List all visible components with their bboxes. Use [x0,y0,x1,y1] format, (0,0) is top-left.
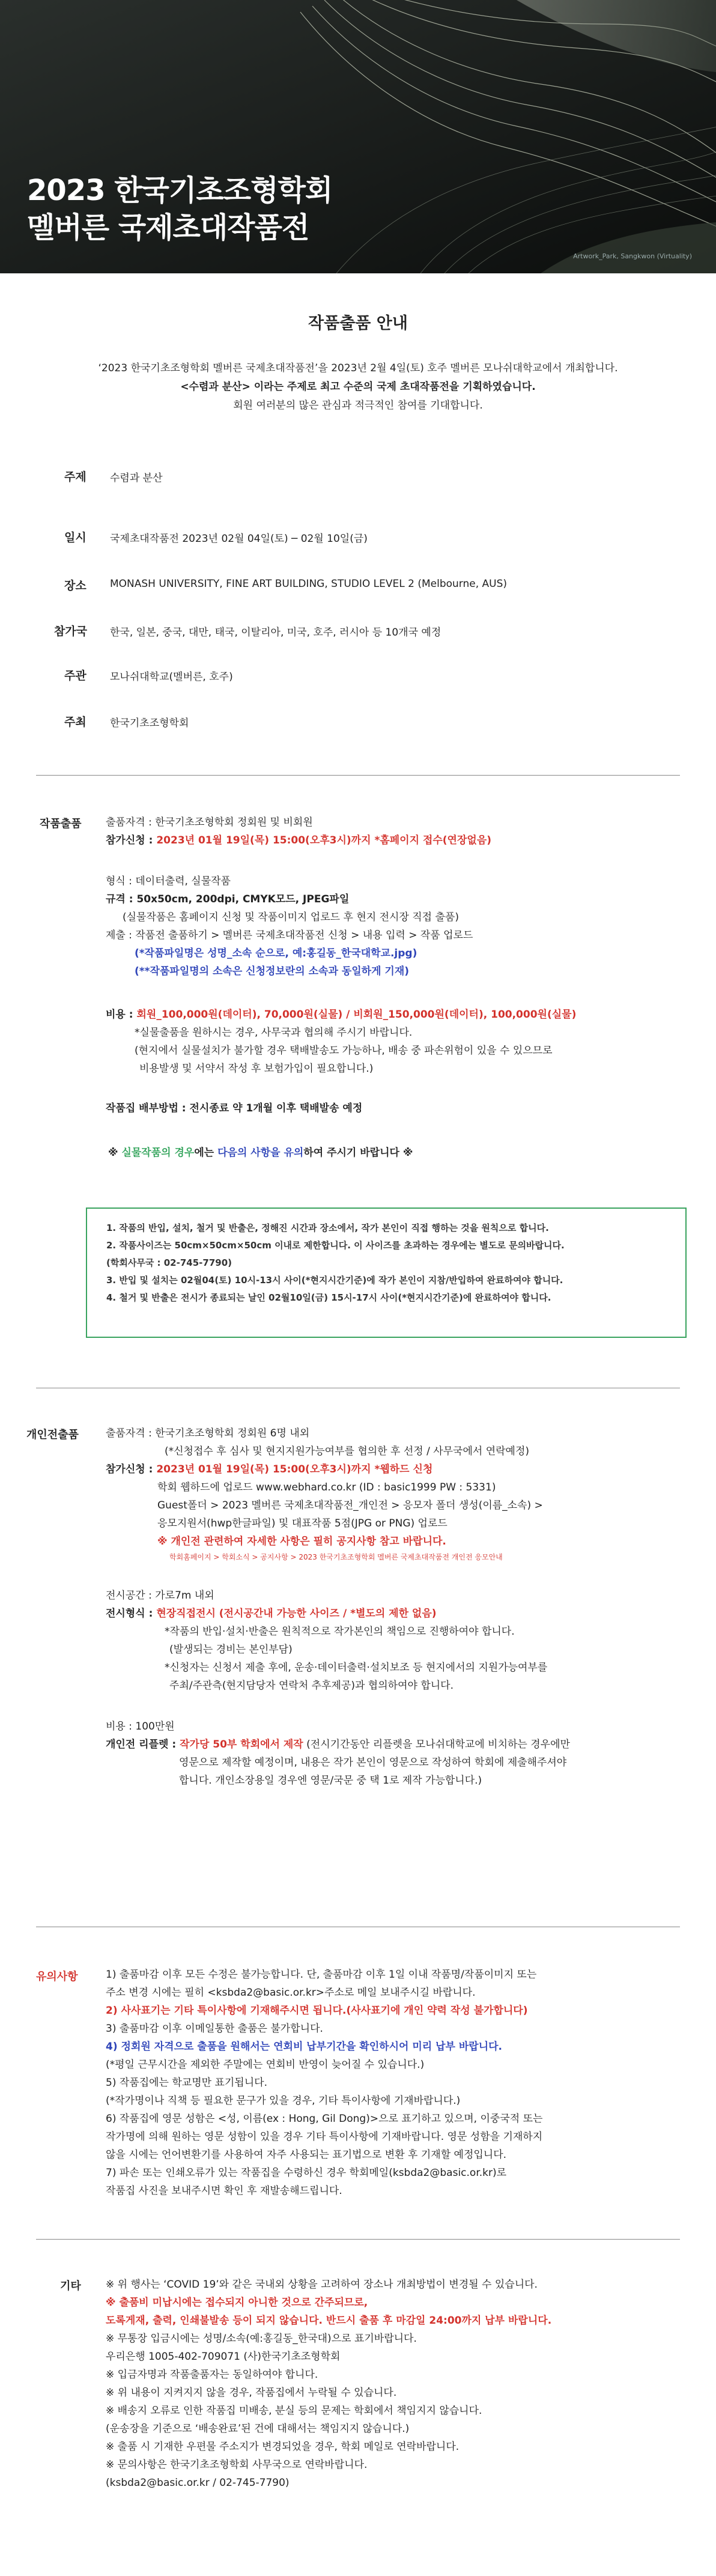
section-title: 작품출품 안내 [308,314,408,333]
method-note: 주최/주관측(현지담당자 연락처 추후제공)과 협의하여야 합니다. [169,1680,454,1692]
method-note: (발생되는 경비는 본인부담) [169,1644,293,1656]
etc-list [106,2276,551,2492]
info-value-host: 한국기초조형학회 [110,717,189,729]
artwork-credit: Artwork_Park, Sangkwon (Virtuality) [573,252,692,260]
etc-item: ※ 출품비 미납시에는 접수되지 아니한 것으로 간주되므로, [106,2297,368,2309]
size-note: (실물작품은 홈페이지 신청 및 작품이미지 업로드 후 현지 전시장 직접 출품) [123,911,459,923]
notice-item: 4. 철거 및 반출은 전시가 종료되는 날인 02월10일(금) 15시-17시 사이(*현지시간기준)에 완료하여야 합니다. [106,1292,551,1303]
caution-item: 않을 시에는 언어변환기를 사용하여 자주 사용되는 표기법으로 변환 후 기재할 예정입니다. [106,2149,507,2161]
intro-line: ‘2023 한국기초조형학회 멜버른 국제초대작품전’을 2023년 2월 4일(토) 호주 멜버른 모나쉬대학교에서 개최합니다. [98,362,618,374]
etc-item: (ksbda2@basic.or.kr / 02-745-7790) [106,2477,290,2489]
fee-note: (현지에서 실물설치가 불가할 경우 택배발송도 가능하나, 배송 중 파손위험이 있을 수 있으므로 [135,1045,553,1057]
notice-item: (학회사무국 : 02-745-7790) [106,1257,232,1268]
fee-note: 비용발생 및 서약서 작성 후 보험가입이 필요합니다.) [139,1063,374,1075]
etc-item: ※ 무통장 입금시에는 성명/소속(예:홍길동_한국대)으로 표기바랍니다. [106,2333,417,2345]
caution-item: 6) 작품집에 영문 성함은 <성, 이름(ex : Hong, Gil Dong)>으로 표기하고 있으며, 이중국적 또는 [106,2113,543,2125]
etc-item: ※ 배송지 오류로 인한 작품집 미배송, 분실 등의 문제는 학회에서 책임지지 않습니다. [106,2405,482,2417]
caution-item: 3) 출품마감 이후 이메일통한 출품은 불가합니다. [106,2023,323,2035]
fee-note: *실물출품을 원하시는 경우, 사무국과 협의해 주시기 바랍니다. [135,1027,413,1039]
format-text: 형식 : 데이터출력, 실물작품 [106,875,231,887]
caution-item: 작가명에 의해 원하는 영문 성함이 있을 경우 기타 특이사항에 기재바랍니다. 영문 성함을 기재하지 [106,2131,543,2143]
etc-item: 우리은행 1005-402-709071 (사)한국기초조형학회 [106,2351,341,2363]
caution-item: (*작가명이나 직책 등 필요한 문구가 있을 경우, 기타 특이사항에 기재바랍니다.) [106,2095,461,2107]
leaflet-text: (전시기간동안 리플렛을 모나쉬대학교에 비치하는 경우에만 [303,1739,570,1751]
leaflet-text: 영문으로 제작할 예정이며, 내용은 작가 본인이 영문으로 작성하여 학회에 제출해주셔야 [179,1757,567,1769]
space-text: 전시공간 : 가로7m 내외 [106,1590,214,1602]
solo-deadline-label: 참가신청 : [106,1463,157,1475]
cautions-list [106,1966,542,2200]
etc-item: ※ 위 내용이 지켜지지 않을 경우, 작품집에서 누락될 수 있습니다. [106,2387,397,2399]
notice-box [86,1208,687,1338]
deadline-label: 참가신청 : [106,834,157,846]
hero-title-line1: 2023 한국기초조형학회 [27,174,333,207]
notice-item: 2. 작품사이즈는 50cm×50cm×50cm 이내로 제한합니다. 이 사이즈를 초과하는 경우에는 별도로 문의바랍니다. [106,1240,565,1251]
info-label-theme: 주제 [64,470,86,484]
hero-title [27,172,332,246]
solo-label: 개인전출품 [26,1429,79,1441]
leaflet-label: 개인전 리플렛 : [106,1739,180,1751]
cautions-label: 유의사항 [36,1970,78,1983]
caution-item: 주소 변경 시에는 필히 <ksbda2@basic.or.kr>주소로 메일 보내주시길 바랍니다. [106,1987,476,1999]
caution-item: 2) 사사표기는 기타 특이사항에 기재해주시면 됩니다.(사사표기에 개인 약력 작성 불가합니다) [106,2005,528,2017]
fee-value: 회원_100,000원(데이터), 70,000원(실물) / 비회원_150,000원(데이터), 100,000원(실물) [136,1009,577,1021]
method-label: 전시형식 : [106,1608,157,1620]
info-label-date: 일시 [64,531,86,544]
notice-item: 1. 작품의 반입, 설치, 철거 및 반출은, 정해진 시간과 장소에서, 작가 본인이 직접 행하는 것을 원칙으로 합니다. [106,1223,549,1233]
notice-path: 학회홈페이지 > 학회소식 > 공지사항 > 2023 한국기초조형학회 멜버른 국제초대작품전 개인전 응모안내 [169,1553,503,1561]
notice-reference: ※ 개인전 관련하여 자세한 사항은 필히 공지사항 참고 바랍니다. [157,1536,446,1548]
solo-deadline-value: 2023년 01월 19일(목) 15:00(오후3시)까지 *웹하드 신청 [156,1463,433,1475]
divider [36,775,680,776]
caution-item: 작품집 사진을 보내주시면 확인 후 재발송해드립니다. [106,2185,342,2197]
member-note: (**작품파일명의 소속은 신청정보란의 소속과 동일하게 기재) [135,965,410,977]
info-value-theme: 수렴과 분산 [110,472,163,484]
shipping-text: 작품집 배부방법 : 전시종료 약 1개월 이후 택배발송 예정 [106,1102,363,1114]
method-value: 현장직접전시 (전시공간내 가능한 사이즈 / *별도의 제한 없음) [156,1608,437,1620]
notice-item: 3. 반입 및 설치는 02월04(토) 10시-13시 사이(*현지시간기준)에 작가 본인이 지참/반입하여 완료하여야 합니다. [106,1275,563,1286]
filename-note: (*작품파일명은 성명_소속 순으로, 예:홍길동_한국대학교.jpg) [135,947,417,959]
info-label-host: 주최 [64,715,86,729]
info-value-organizer: 모나쉬대학교(멜버른, 호주) [110,671,233,683]
etc-item: ※ 출품 시 기재한 우편물 주소지가 변경되었을 경우, 학회 메일로 연락바랍니다. [106,2441,460,2453]
webhard-text: 학회 웹하드에 업로드 www.webhard.co.kr (ID : basic1999 PW : 5331) [157,1481,496,1493]
hero-banner [0,0,716,273]
upload-text: 제출 : 작품전 출품하기 > 멜버른 국제초대작품전 신청 > 내용 입력 > 작품 업로드 [106,929,473,941]
etc-item: 도록게재, 출력, 인쇄불발송 등이 되지 않습니다. 반드시 출품 후 마감일 24:00까지 납부 바랍니다. [106,2315,552,2327]
caution-item: 5) 작품집에는 학교명만 표기됩니다. [106,2077,267,2089]
hero-title-line2: 멜버른 국제초대작품전 [27,211,309,245]
info-label-organizer: 주관 [64,669,86,682]
caution-item: 7) 파손 또는 인쇄오류가 있는 작품집을 수령하신 경우 학회메일(ksbda2@basic.or.kr)로 [106,2167,507,2179]
intro-line: <수렴과 분산> 이라는 주제로 최고 수준의 국제 초대작품전을 기획하였습니다. [180,381,536,393]
leaflet-text: 합니다. 개인소장용일 경우엔 영문/국문 중 택 1로 제작 가능합니다.) [179,1775,482,1787]
etc-label: 기타 [60,2280,81,2292]
caution-item: 4) 정회원 자격으로 출품을 원해서는 연회비 납부기간을 확인하시어 미리 납부 바랍니다. [106,2041,503,2053]
solo-details [106,1424,570,1790]
eligibility-text: 출품자격 : 한국기초조형학회 정회원 및 비회원 [106,816,313,828]
info-label-venue: 장소 [64,579,86,592]
etc-item: ※ 문의사항은 한국기초조형학회 사무국으로 연락바랍니다. [106,2459,368,2471]
submission-details [106,813,576,1162]
method-note: *작품의 반입·설치·반출은 원칙적으로 작가본인의 책임으로 진행하여야 합니다. [165,1626,515,1638]
info-label-countries: 참가국 [54,625,88,638]
size-text: 규격 : 50x50cm, 200dpi, CMYK모드, JPEG파일 [106,893,350,905]
intro-text [0,359,716,415]
caution-item: 1) 출품마감 이후 모든 수정은 불가능합니다. 단, 출품마감 이후 1일 이내 작품명/작품이미지 또는 [106,1969,537,1981]
info-value-venue: MONASH UNIVERSITY, FINE ART BUILDING, STUDIO LEVEL 2 (Melbourne, AUS) [110,578,508,590]
deadline-value: 2023년 01월 19일(목) 15:00(오후3시)까지 *홈페이지 접수(연장없음) [156,834,492,846]
solo-fee: 비용 : 100만원 [106,1721,175,1733]
etc-item: ※ 위 행사는 ‘COVID 19’와 같은 국내외 상황을 고려하여 장소나 개최방법이 변경될 수 있습니다. [106,2279,538,2291]
divider [36,2239,680,2240]
info-value-date: 국제초대작품전 2023년 02월 04일(토) ─ 02월 10일(금) [110,533,368,545]
upload-files-text: 응모지원서(hwp한글파일) 및 대표작품 5점(JPG or PNG) 업로드 [157,1517,448,1530]
guest-folder-text: Guest폴더 > 2023 멜버른 국제초대작품전_개인전 > 응모자 폴더 생성(이름_소속) > [157,1499,543,1511]
leaflet-value: 작가당 50부 학회에서 제작 [180,1739,303,1751]
solo-eligibility-note: (*신청접수 후 심사 및 현지지원가능여부를 협의한 후 선정 / 사무국에서 연락예정) [165,1445,530,1457]
intro-line: 회원 여러분의 많은 관심과 적극적인 참여를 기대합니다. [233,399,483,412]
etc-item: (운송장을 기준으로 ‘배송완료’된 건에 대해서는 책임지지 않습니다.) [106,2423,410,2435]
etc-item: ※ 입금자명과 작품출품자는 동일하여야 합니다. [106,2369,318,2381]
method-note: *신청자는 신청서 제출 후에, 운송·데이터출력·설치보조 등 현지에서의 지원가능여부를 [165,1662,548,1674]
submission-label: 작품출품 [40,818,82,830]
caution-item: (*평일 근무시간을 제외한 주말에는 연회비 반영이 늦어질 수 있습니다.) [106,2059,425,2071]
caution-line: ※ 실물작품의 경우에는 다음의 사항을 유의하여 주시기 바랍니다 ※ [108,1147,413,1159]
fee-label: 비용 : [106,1009,137,1021]
solo-eligibility: 출품자격 : 한국기초조형학회 정회원 6명 내외 [106,1427,310,1439]
info-value-countries: 한국, 일본, 중국, 대만, 태국, 이탈리아, 미국, 호주, 러시아 등 10개국 예정 [110,627,441,639]
